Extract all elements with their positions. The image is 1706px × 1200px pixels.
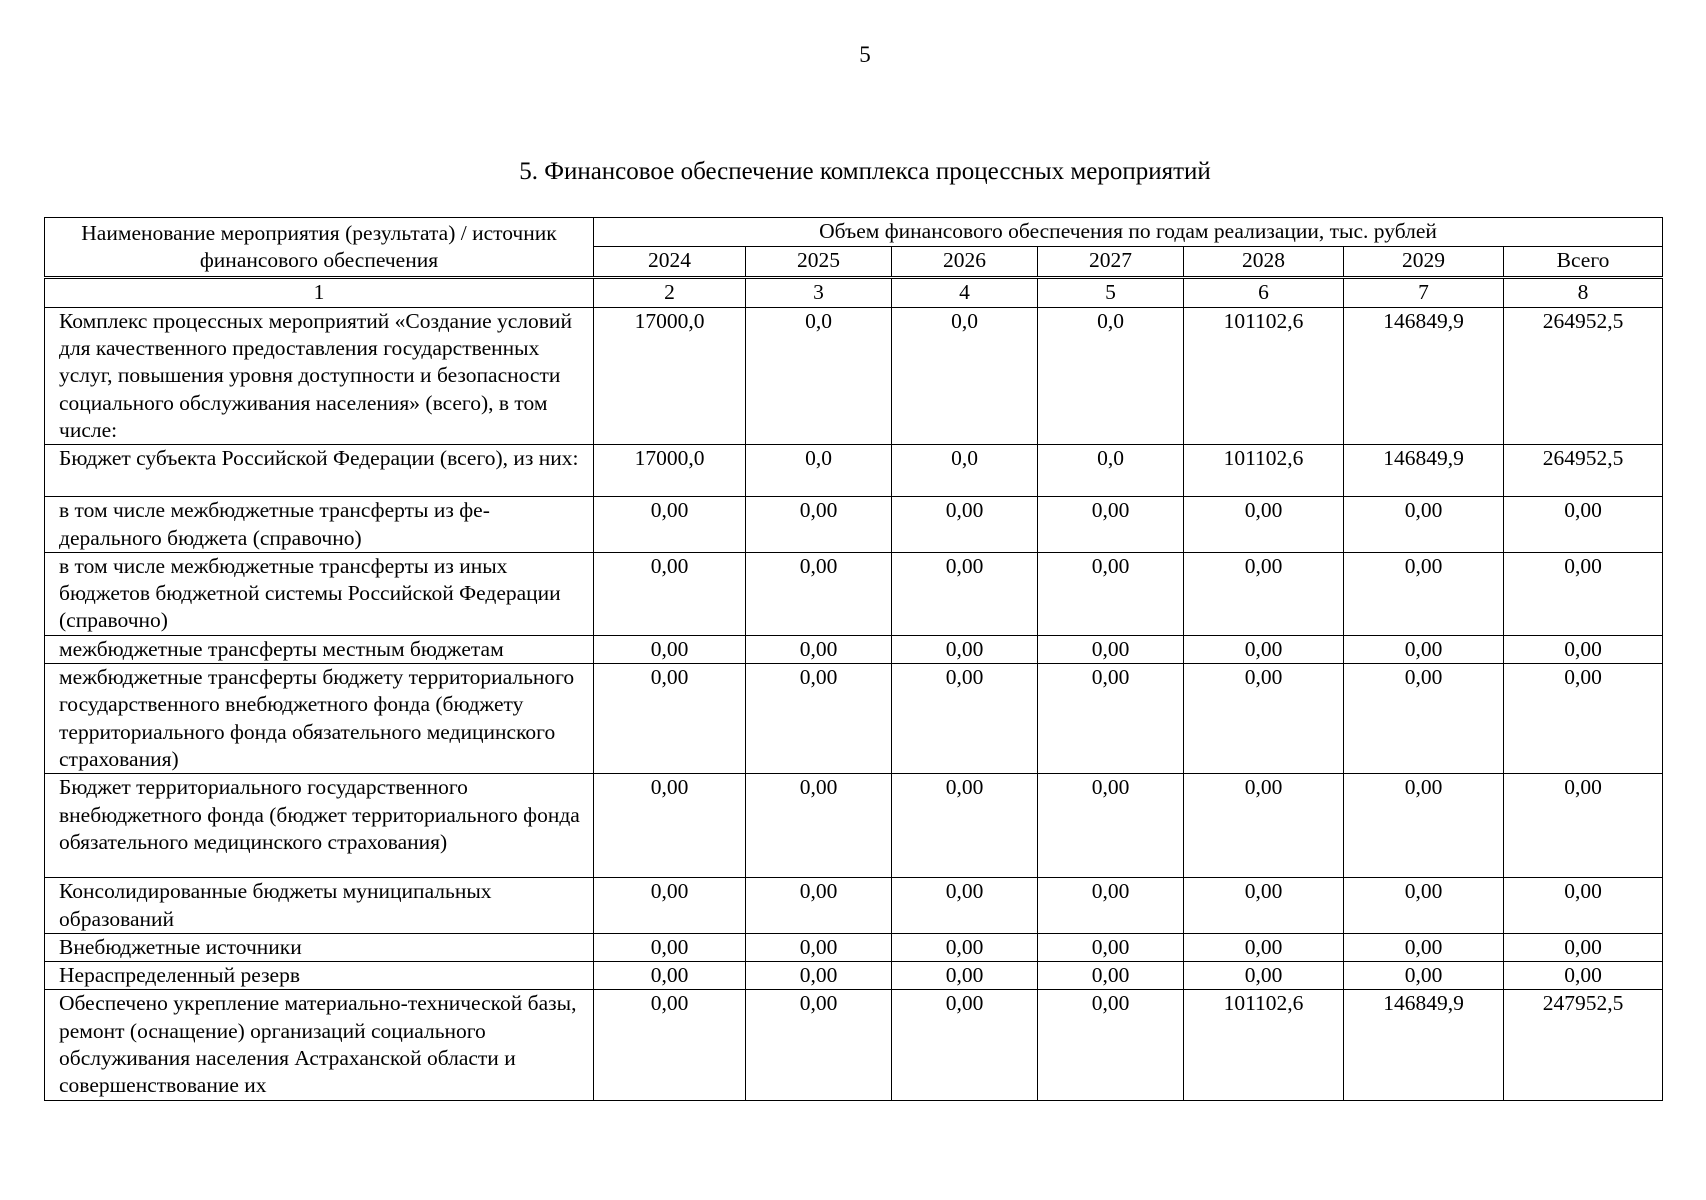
value-cell: 264952,5 — [1504, 445, 1663, 497]
column-number-cell: 3 — [746, 277, 892, 307]
page-number: 5 — [859, 42, 871, 67]
column-number-cell: 4 — [892, 277, 1038, 307]
table-row — [45, 664, 1663, 774]
row-name-cell: в том числе межбюджетные трансферты из федерального бюджета (справочно) — [45, 497, 594, 553]
value-cell: 0,00 — [1504, 635, 1663, 663]
value-cell: 0,00 — [1504, 552, 1663, 635]
header-year-cell: 2024 — [594, 247, 746, 277]
row-name-cell: Обеспечено укрепление материально-технической базы, ремонт (оснащение) организаций социального обслуживания населения Астраханской области и совершенствование их — [45, 990, 594, 1100]
value-cell: 0,00 — [594, 774, 746, 878]
row-name-cell: межбюджетные трансферты бюджету территориального государственного внебюджетного фонда (бюджету территориального фонда обязательного медицинского страхования) — [45, 664, 594, 774]
value-cell: 0,00 — [1184, 878, 1344, 934]
table-row — [45, 933, 1663, 961]
header-name-cell: Наименование мероприятия (результата) / источник финансового обеспечения — [45, 218, 594, 278]
value-cell: 0,00 — [1038, 933, 1184, 961]
value-cell: 0,00 — [1184, 635, 1344, 663]
value-cell: 0,00 — [1038, 552, 1184, 635]
row-name-cell: в том числе межбюджетные трансферты из иных бюджетов бюджетной системы Российской Федерации (справочно) — [45, 552, 594, 635]
value-cell: 0,00 — [1344, 878, 1504, 934]
row-name-cell: Внебюджетные источники — [45, 933, 594, 961]
value-cell: 0,00 — [594, 878, 746, 934]
value-cell: 101102,6 — [1184, 990, 1344, 1100]
value-cell: 0,00 — [1184, 962, 1344, 990]
value-cell: 0,00 — [1184, 774, 1344, 878]
value-cell: 0,0 — [746, 307, 892, 444]
value-cell: 0,00 — [1344, 962, 1504, 990]
value-cell: 0,00 — [1038, 497, 1184, 553]
value-cell: 0,00 — [746, 774, 892, 878]
value-cell: 0,00 — [1504, 878, 1663, 934]
value-cell: 0,00 — [892, 933, 1038, 961]
value-cell: 0,00 — [1038, 878, 1184, 934]
value-cell: 0,0 — [892, 445, 1038, 497]
row-name-cell: Консолидированные бюджеты муниципальных образований — [45, 878, 594, 934]
value-cell: 0,00 — [1038, 664, 1184, 774]
value-cell: 0,0 — [892, 307, 1038, 444]
value-cell: 0,00 — [1184, 552, 1344, 635]
value-cell: 0,00 — [746, 635, 892, 663]
value-cell: 0,00 — [746, 497, 892, 553]
value-cell: 0,00 — [1038, 962, 1184, 990]
row-name-cell: Бюджет территориального государственного внебюджетного фонда (бюджет территориального фонда обязательного медицинского страхования) — [45, 774, 594, 878]
value-cell: 0,00 — [1038, 990, 1184, 1100]
value-cell: 0,00 — [892, 990, 1038, 1100]
value-cell: 0,00 — [594, 990, 746, 1100]
value-cell: 0,00 — [892, 497, 1038, 553]
row-name-cell: Нераспределенный резерв — [45, 962, 594, 990]
value-cell: 0,00 — [1344, 552, 1504, 635]
value-cell: 17000,0 — [594, 445, 746, 497]
header-year-cell: 2028 — [1184, 247, 1344, 277]
value-cell: 0,00 — [594, 962, 746, 990]
value-cell: 0,0 — [1038, 307, 1184, 444]
value-cell: 0,00 — [1344, 774, 1504, 878]
column-number-cell: 2 — [594, 277, 746, 307]
header-year-cell: 2027 — [1038, 247, 1184, 277]
value-cell: 0,00 — [594, 664, 746, 774]
value-cell: 0,00 — [594, 933, 746, 961]
value-cell: 146849,9 — [1344, 445, 1504, 497]
table-row — [45, 497, 1663, 553]
value-cell: 0,00 — [892, 878, 1038, 934]
value-cell: 0,00 — [1504, 962, 1663, 990]
value-cell: 0,00 — [1504, 497, 1663, 553]
value-cell: 264952,5 — [1504, 307, 1663, 444]
value-cell: 0,0 — [1038, 445, 1184, 497]
value-cell: 146849,9 — [1344, 990, 1504, 1100]
value-cell: 146849,9 — [1344, 307, 1504, 444]
value-cell: 17000,0 — [594, 307, 746, 444]
section-title: 5. Финансовое обеспечение комплекса процессных мероприятий — [519, 158, 1211, 185]
value-cell: 0,00 — [1344, 635, 1504, 663]
column-number-cell: 5 — [1038, 277, 1184, 307]
table-row — [45, 635, 1663, 663]
table-row — [45, 962, 1663, 990]
value-cell: 0,00 — [1504, 664, 1663, 774]
value-cell: 247952,5 — [1504, 990, 1663, 1100]
value-cell: 0,00 — [1038, 635, 1184, 663]
value-cell: 0,00 — [892, 774, 1038, 878]
row-name-cell: Комплекс процессных мероприятий «Создание условий для качественного предоставления государственных услуг, повышения уровня доступности и безопасности социального обслуживания населения» (всего), в том числе: — [45, 307, 594, 444]
header-year-cell: 2029 — [1344, 247, 1504, 277]
header-year-cell: 2026 — [892, 247, 1038, 277]
value-cell: 0,00 — [746, 878, 892, 934]
table-row — [45, 307, 1663, 444]
value-cell: 0,00 — [1504, 933, 1663, 961]
value-cell: 0,00 — [1184, 664, 1344, 774]
value-cell: 0,00 — [892, 635, 1038, 663]
value-cell: 0,00 — [892, 664, 1038, 774]
column-number-cell: 8 — [1504, 277, 1663, 307]
row-name-cell: Бюджет субъекта Российской Федерации (всего), из них: — [45, 445, 594, 497]
table-row — [45, 445, 1663, 497]
value-cell: 0,00 — [1184, 497, 1344, 553]
value-cell: 0,0 — [746, 445, 892, 497]
value-cell: 101102,6 — [1184, 307, 1344, 444]
value-cell: 0,00 — [746, 990, 892, 1100]
table-row — [45, 878, 1663, 934]
column-number-cell: 7 — [1344, 277, 1504, 307]
value-cell: 0,00 — [746, 664, 892, 774]
value-cell: 0,00 — [1344, 933, 1504, 961]
value-cell: 0,00 — [892, 962, 1038, 990]
value-cell: 0,00 — [1344, 497, 1504, 553]
header-year-cell: Всего — [1504, 247, 1663, 277]
value-cell: 0,00 — [1184, 933, 1344, 961]
value-cell: 0,00 — [594, 635, 746, 663]
header-group-cell: Объем финансового обеспечения по годам реализации, тыс. рублей — [594, 218, 1663, 247]
table-row — [45, 774, 1663, 878]
value-cell: 0,00 — [1344, 664, 1504, 774]
header-row-group — [45, 218, 1663, 247]
table-row — [45, 990, 1663, 1100]
row-name-cell: межбюджетные трансферты местным бюджетам — [45, 635, 594, 663]
value-cell: 0,00 — [746, 552, 892, 635]
value-cell: 0,00 — [1038, 774, 1184, 878]
table-body — [45, 307, 1663, 1100]
header-year-cell: 2025 — [746, 247, 892, 277]
financing-table — [44, 217, 1663, 1101]
column-number-cell: 1 — [45, 277, 594, 307]
value-cell: 0,00 — [1504, 774, 1663, 878]
value-cell: 0,00 — [746, 962, 892, 990]
value-cell: 0,00 — [594, 552, 746, 635]
value-cell: 0,00 — [892, 552, 1038, 635]
column-number-row — [45, 277, 1663, 307]
value-cell: 0,00 — [594, 497, 746, 553]
column-number-cell: 6 — [1184, 277, 1344, 307]
value-cell: 101102,6 — [1184, 445, 1344, 497]
value-cell: 0,00 — [746, 933, 892, 961]
table-row — [45, 552, 1663, 635]
